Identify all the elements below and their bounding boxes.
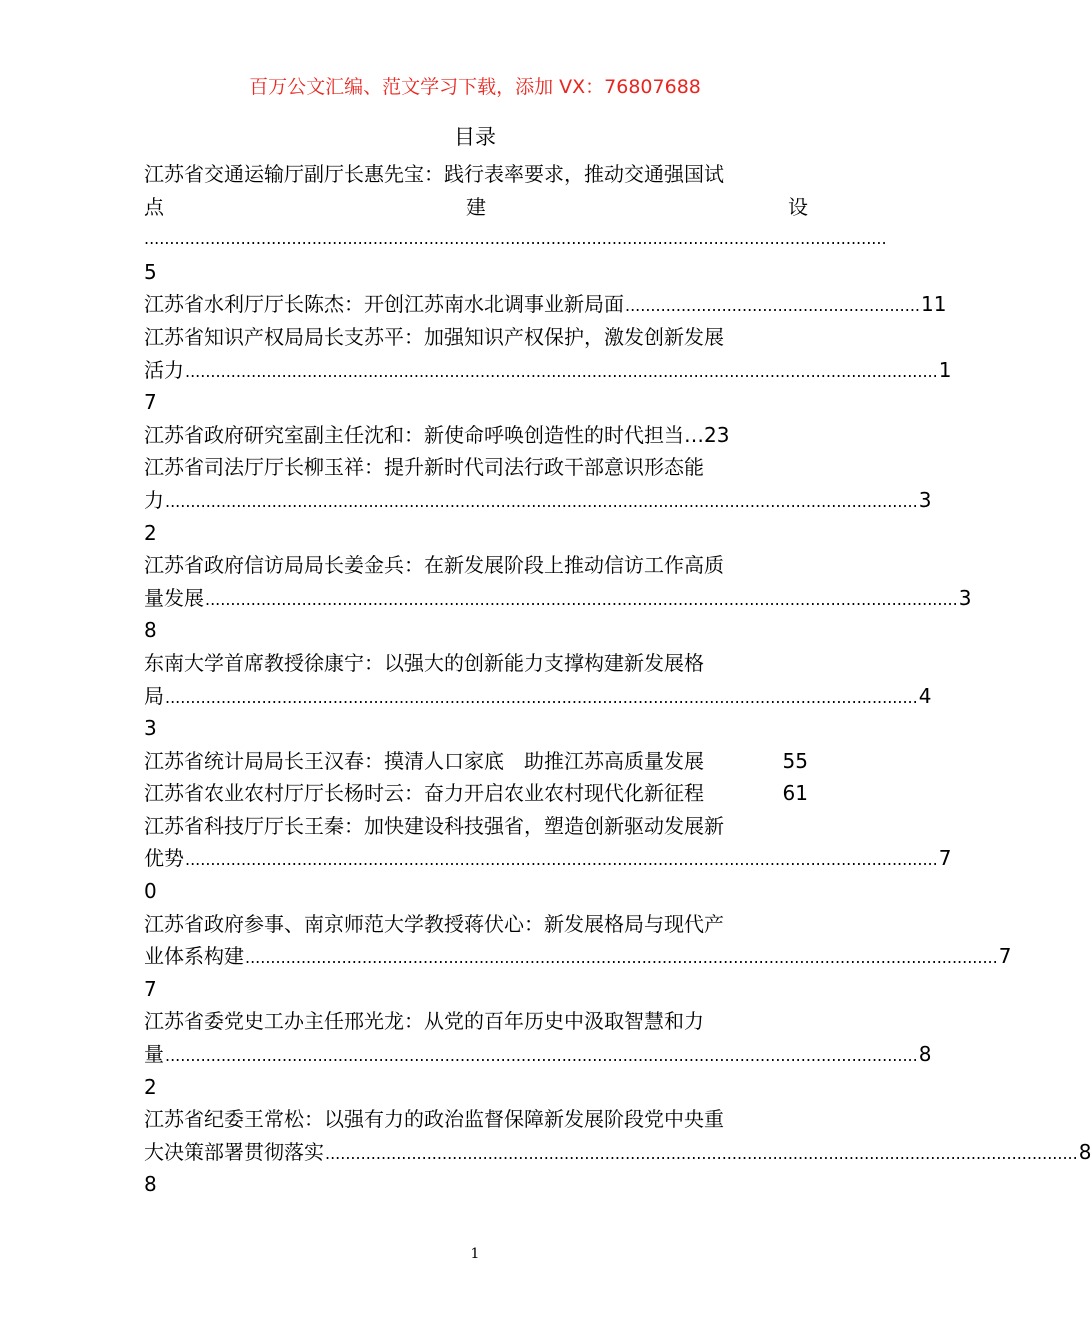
- toc-page-number: 8: [144, 1172, 157, 1197]
- toc-entry-title[interactable]: 江苏省司法厅厅长柳玉祥：提升新时代司法行政干部意识形态能: [144, 455, 704, 480]
- toc-entry-title[interactable]: 江苏省政府信访局局长姜金兵：在新发展阶段上推动信访工作高质: [144, 553, 724, 578]
- toc-entry-continuation[interactable]: 优势 .................................................................................................................................................... 7: [144, 846, 952, 871]
- page-number: 1: [470, 1246, 480, 1262]
- toc-entry-continuation[interactable]: 量 .................................................................................................................................................... 8: [144, 1042, 932, 1067]
- toc-page-number: 7: [144, 976, 157, 1001]
- toc-page-number: 5: [144, 259, 157, 284]
- toc-entry-continuation[interactable]: 大决策部署贯彻落实 .................................................................................................................................................... 8: [144, 1139, 1091, 1164]
- toc-entry[interactable]: 江苏省政府研究室副主任沈和：新使命呼唤创造性的时代担当… 23: [144, 422, 730, 447]
- toc-entry-title[interactable]: 江苏省纪委王常松：以强有力的政治监督保障新发展阶段党中央重: [144, 1107, 724, 1132]
- toc-page-number: 8: [144, 618, 157, 643]
- toc-page-number: 2: [144, 520, 157, 545]
- toc-page-number: 3: [144, 716, 157, 741]
- toc-entry-continuation[interactable]: 点 建 设: [144, 194, 808, 219]
- toc-page-number: 0: [144, 879, 157, 904]
- toc-entry-continuation[interactable]: 活力 .................................................................................................................................................... 1: [144, 357, 952, 382]
- toc-page-number: 2: [144, 1074, 157, 1099]
- toc-entry-continuation[interactable]: 业体系构建 .................................................................................................................................................... 7: [144, 944, 1012, 969]
- toc-entry-title[interactable]: 江苏省交通运输厅副厅长惠先宝：践行表率要求，推动交通强国试: [144, 162, 724, 186]
- toc-entry[interactable]: 江苏省水利厅厅长陈杰：开创江苏南水北调事业新局面 .......................................................... 11: [144, 292, 947, 317]
- toc-entry-title[interactable]: 江苏省委党史工办主任邢光龙：从党的百年历史中汲取智慧和力: [144, 1009, 704, 1034]
- toc-entry-continuation[interactable]: 力 .................................................................................................................................................... 3: [144, 487, 932, 512]
- toc-entry-title[interactable]: 江苏省知识产权局局长支苏平：加强知识产权保护，激发创新发展: [144, 324, 724, 349]
- toc-entry-title[interactable]: 江苏省政府参事、南京师范大学教授蒋伏心：新发展格局与现代产: [144, 911, 724, 936]
- toc-page-number: 7: [144, 390, 157, 415]
- table-of-contents: [144, 158, 1091, 1201]
- toc-entry-continuation[interactable]: 量发展 .................................................................................................................................................... 3: [144, 585, 972, 610]
- toc-entry[interactable]: 江苏省农业农村厅厅长杨时云：奋力开启农业农村现代化新征程 61: [144, 781, 808, 806]
- toc-title: 目录: [454, 125, 496, 149]
- toc-leader-line: ..................................................................................................................................................: [144, 229, 887, 249]
- toc-entry-title[interactable]: 江苏省科技厅厅长王秦：加快建设科技强省，塑造创新驱动发展新: [144, 813, 724, 838]
- toc-entry-title[interactable]: 东南大学首席教授徐康宁：以强大的创新能力支撑构建新发展格: [144, 650, 704, 675]
- toc-entry-continuation[interactable]: 局 .................................................................................................................................................... 4: [144, 683, 932, 708]
- toc-entry[interactable]: 江苏省统计局局长王汉春：摸清人口家底 助推江苏高质量发展 55: [144, 748, 808, 773]
- promo-header: 百万公文汇编、范文学习下载，添加 VX：76807688: [249, 76, 701, 98]
